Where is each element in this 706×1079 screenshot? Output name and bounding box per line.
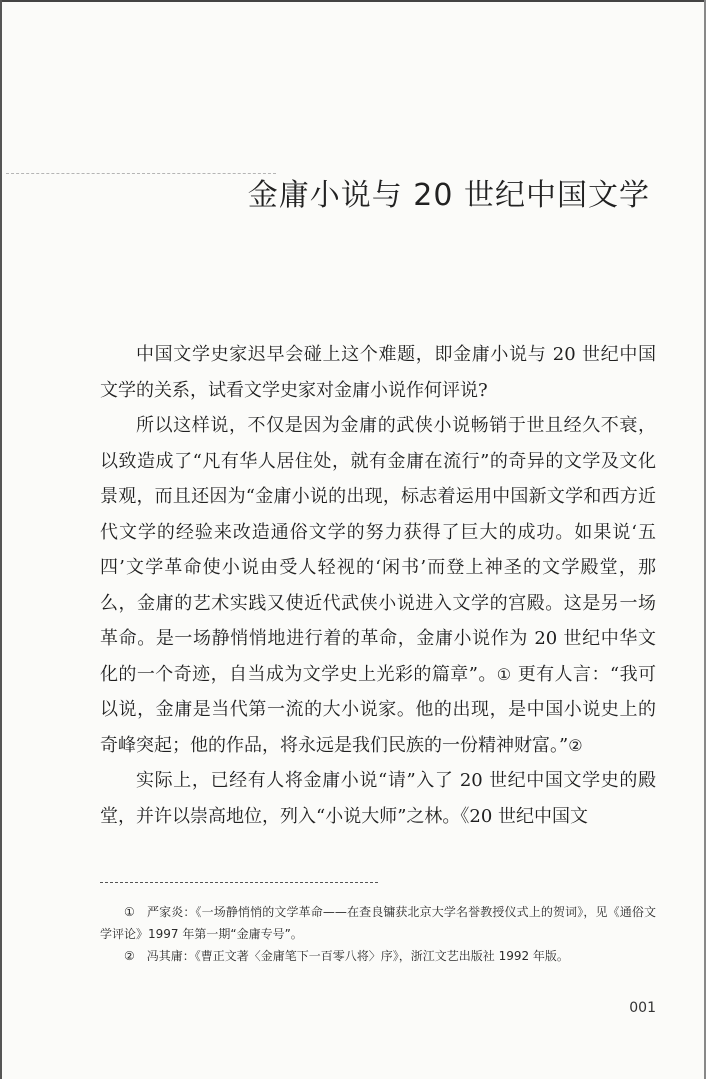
- paragraph-3: 实际上，已经有人将金庸小说“请”入了 20 世纪中国文学史的殿堂，并许以崇高地位，列入“小说大师”之林。《20 世纪中国文: [100, 770, 656, 827]
- chapter-title: 金庸小说与 20 世纪中国文学: [247, 178, 650, 213]
- footnote-2: ② 冯其庸：《曹正文著〈金庸笔下一百零八将〉序》，浙江文艺出版社 1992 年版。: [124, 949, 569, 963]
- body-text: [100, 337, 656, 834]
- page-edge-left: [0, 0, 2, 1079]
- paragraph-2-continued: 更有人言：“我可以说，金庸是当代第一流的大小说家。他的出现，是中国小说史上的奇峰突起；他的作品，将永远是我们民族的一份精神财富。”: [100, 663, 657, 756]
- paragraph-1: 中国文学史家迟早会碰上这个难题，即金庸小说与 20 世纪中国文学的关系，试看文学史家对金庸小说作何评说?: [100, 344, 656, 401]
- paragraph-2: [100, 408, 656, 763]
- footnote-ref-1[interactable]: ①: [496, 664, 512, 684]
- footnote-1: ① 严家炎：《一场静悄悄的文学革命——在查良镛获北京大学名誉教授仪式上的贺词》，见《通俗文学评论》1997 年第一期“金庸专号”。: [100, 905, 656, 941]
- page-number: 001: [629, 1000, 656, 1016]
- footnote-ref-2[interactable]: ②: [568, 735, 583, 755]
- footnotes: [100, 901, 656, 967]
- page-edge-top: [0, 0, 706, 2]
- paragraph-2-text: 所以这样说，不仅是因为金庸的武侠小说畅销于世且经久不衰，以致造成了“凡有华人居住处，就有金庸在流行”的奇异的文学及文化景观，而且还因为“金庸小说的出现，标志着运用中国新文学和西方近代文学的经验来改造通俗文学的努力获得了巨大的成功。如果说‘五四’文学革命使小说由受人轻视的‘闲书’而登上神圣的文学殿堂，那么，金庸的艺术实践又使近代武侠小说进入文学的宫殿。这是另一场革命。是一场静悄悄地进行着的革命，金庸小说作为 20 世纪中华文化的一个奇迹，自当成为文学史上光彩的篇章”。: [100, 415, 656, 685]
- footnote-divider: [100, 882, 378, 883]
